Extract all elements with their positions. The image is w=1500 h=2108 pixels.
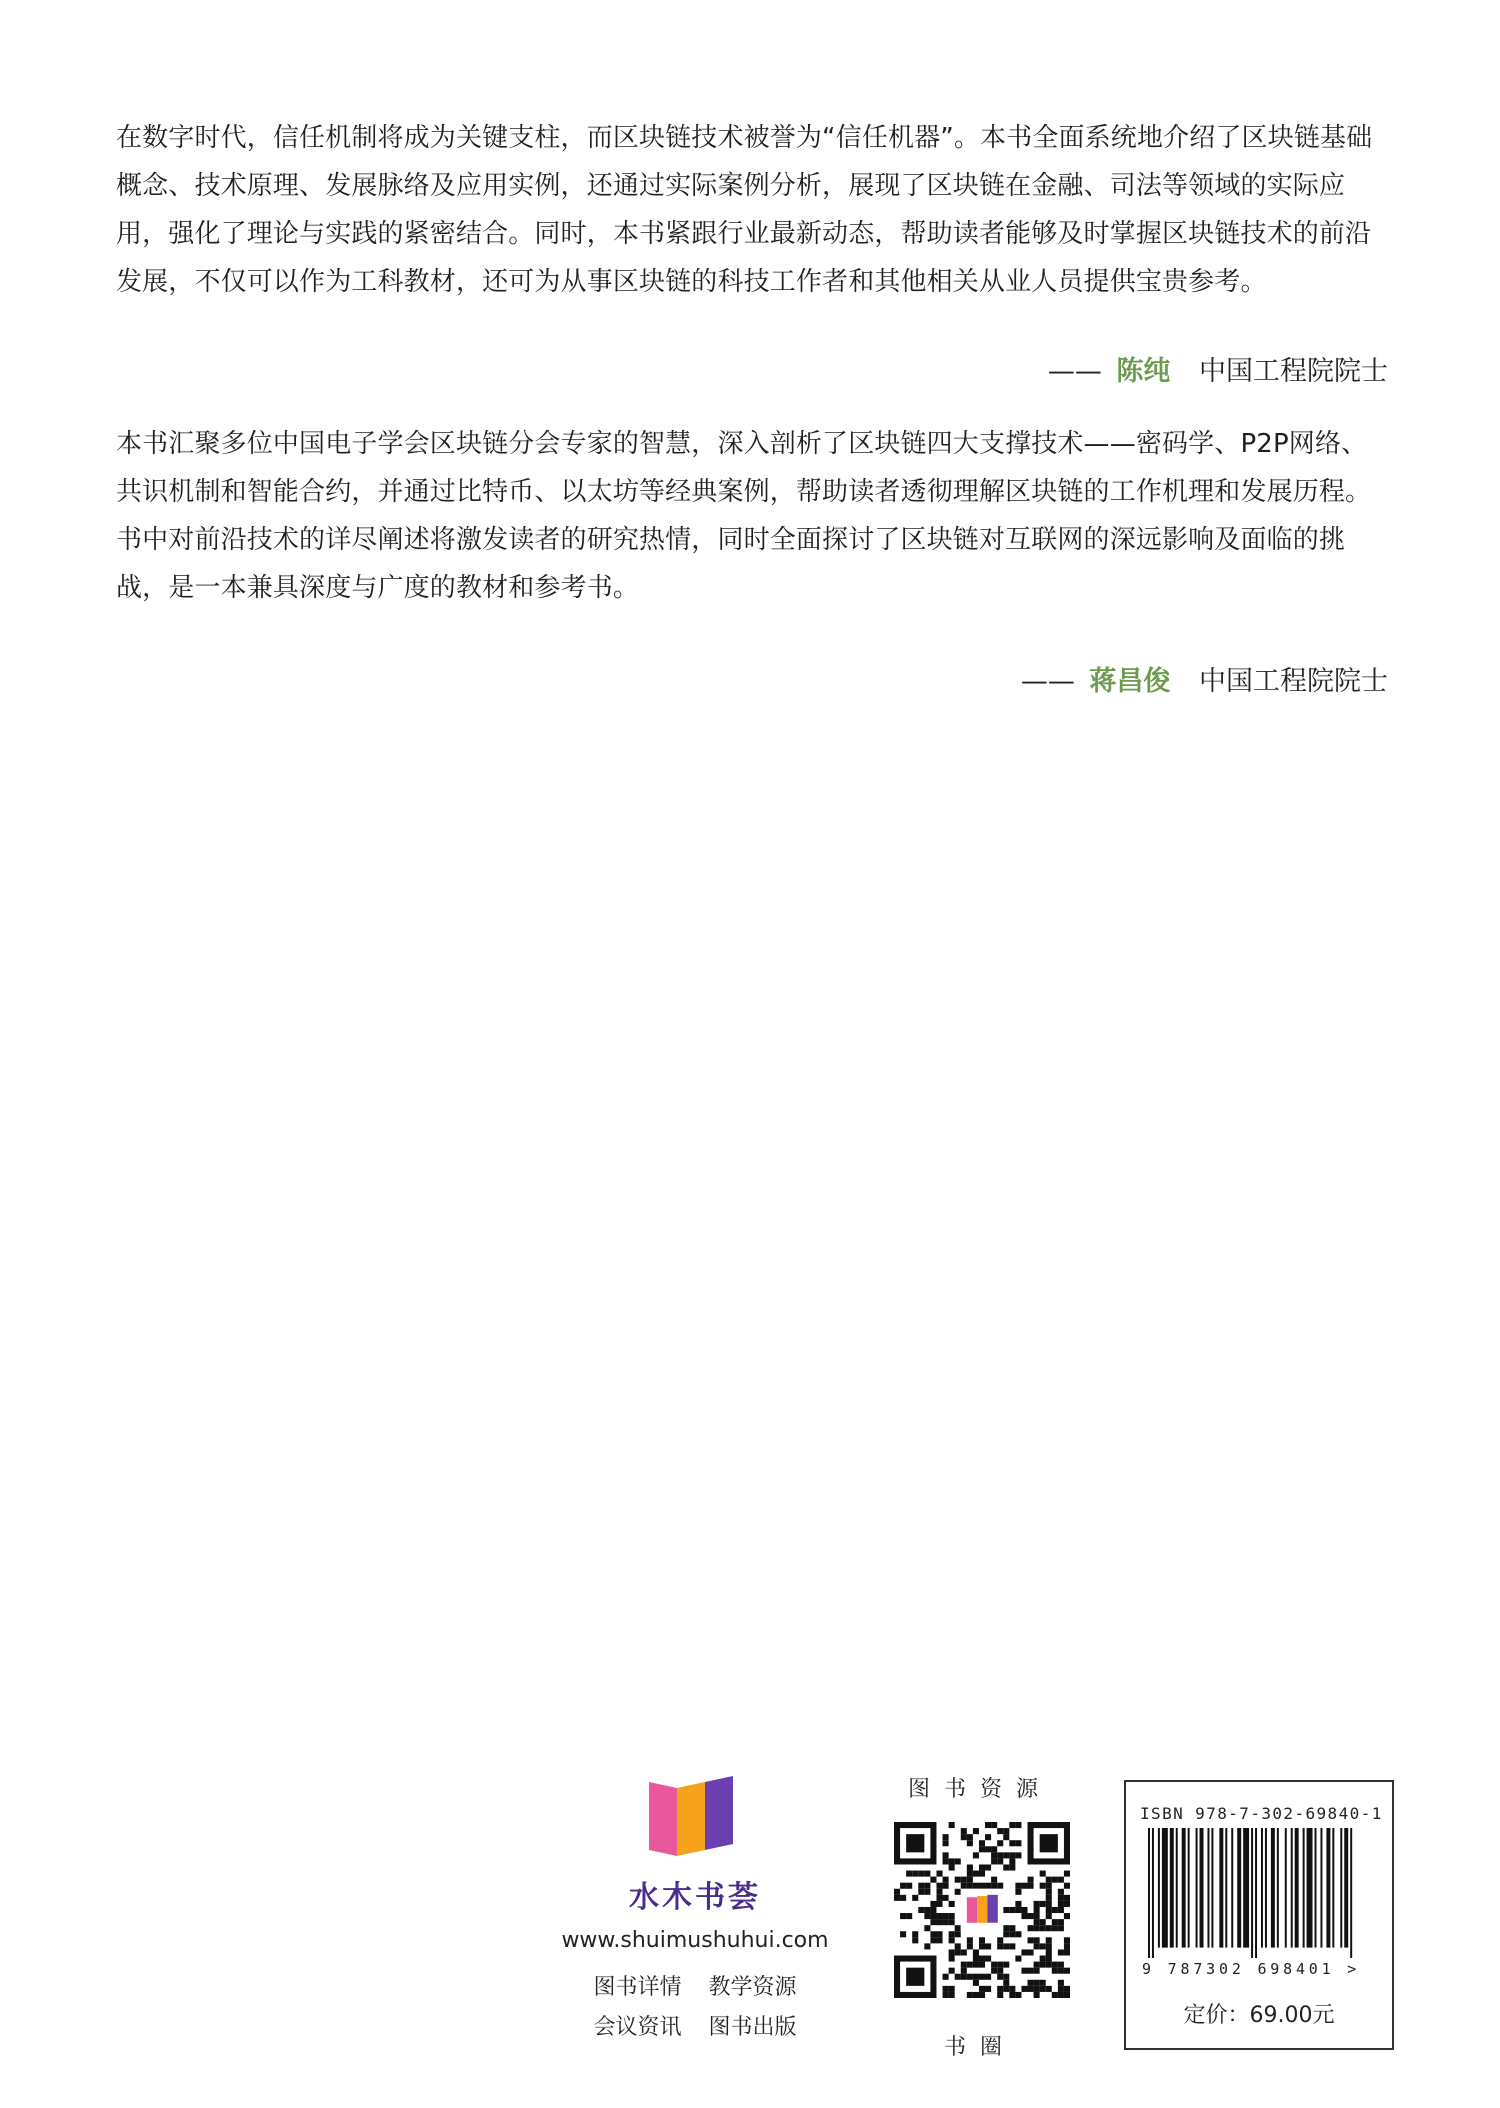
- publisher-links-row-2: [545, 2008, 845, 2048]
- barcode-icon: [1148, 1828, 1372, 1958]
- endorsement-2: [116, 420, 1386, 612]
- endorsement-1-text: 在数字时代，信任机制将成为关键支柱，而区块链技术被誉为“信任机器”。本书全面系统地介绍了区块链基础概念、技术原理、发展脉络及应用实例，还通过实际案例分析，展现了区块链在金融、司法等领域的实际应用，强化了理论与实践的紧密结合。同时，本书紧跟行业最新动态，帮助读者能够及时掌握区块链技术的前沿发展，不仅可以作为工科教材，还可为从事区块链的科技工作者和其他相关从业人员提供宝贵参考。: [116, 123, 1373, 297]
- publisher-block: [545, 1772, 845, 2042]
- publisher-links-row-1: [545, 1968, 845, 2008]
- endorsement-1: [116, 114, 1386, 306]
- signature-dash: ——: [1020, 666, 1075, 697]
- endorsement-2-text: 本书汇聚多位中国电子学会区块链分会专家的智慧，深入剖析了区块链四大支撑技术——密码学、P2P网络、共识机制和智能合约，并通过比特币、以太坊等经典案例，帮助读者透彻理解区块链的工作机理和发展历程。书中对前沿技术的详尽阐述将激发读者的研究热情，同时全面探讨了区块链对互联网的深远影响及面临的挑战，是一本兼具深度与广度的教材和参考书。: [116, 429, 1372, 603]
- price-label: 定价：69.00元: [1183, 2003, 1335, 2028]
- isbn-label: ISBN 978-7-302-69840-1: [1140, 1804, 1383, 1823]
- publisher-links: [545, 1968, 845, 2048]
- endorsement-1-signature: [1048, 355, 1388, 389]
- link-book-details: 图书详情: [593, 1975, 682, 2000]
- link-teaching-resources: 教学资源: [708, 1975, 797, 2000]
- link-conference-news: 会议资讯: [593, 2015, 682, 2040]
- endorser-name: 蒋昌俊: [1089, 666, 1171, 697]
- qr-block: [880, 1772, 1080, 2062]
- endorser-name: 陈纯: [1116, 356, 1171, 387]
- signature-dash: ——: [1047, 356, 1102, 387]
- publisher-url[interactable]: www.shuimushuhui.com: [561, 1928, 829, 1953]
- endorser-title: 中国工程院院士: [1199, 666, 1388, 697]
- endorser-title: 中国工程院院士: [1199, 356, 1388, 387]
- qr-top-caption: 图书资源: [907, 1777, 1052, 1802]
- endorsement-2-signature: [1021, 665, 1388, 699]
- publisher-logo-icon: [641, 1772, 741, 1862]
- isbn-block: [1124, 1780, 1394, 2050]
- link-book-publishing: 图书出版: [708, 2015, 797, 2040]
- barcode-digits: 9 787302 698401 >: [1142, 1960, 1361, 1978]
- publisher-brand: 水木书荟: [629, 1880, 761, 1915]
- qr-bottom-caption: 书圈: [943, 2035, 1016, 2060]
- qr-code-icon[interactable]: [894, 1822, 1070, 1998]
